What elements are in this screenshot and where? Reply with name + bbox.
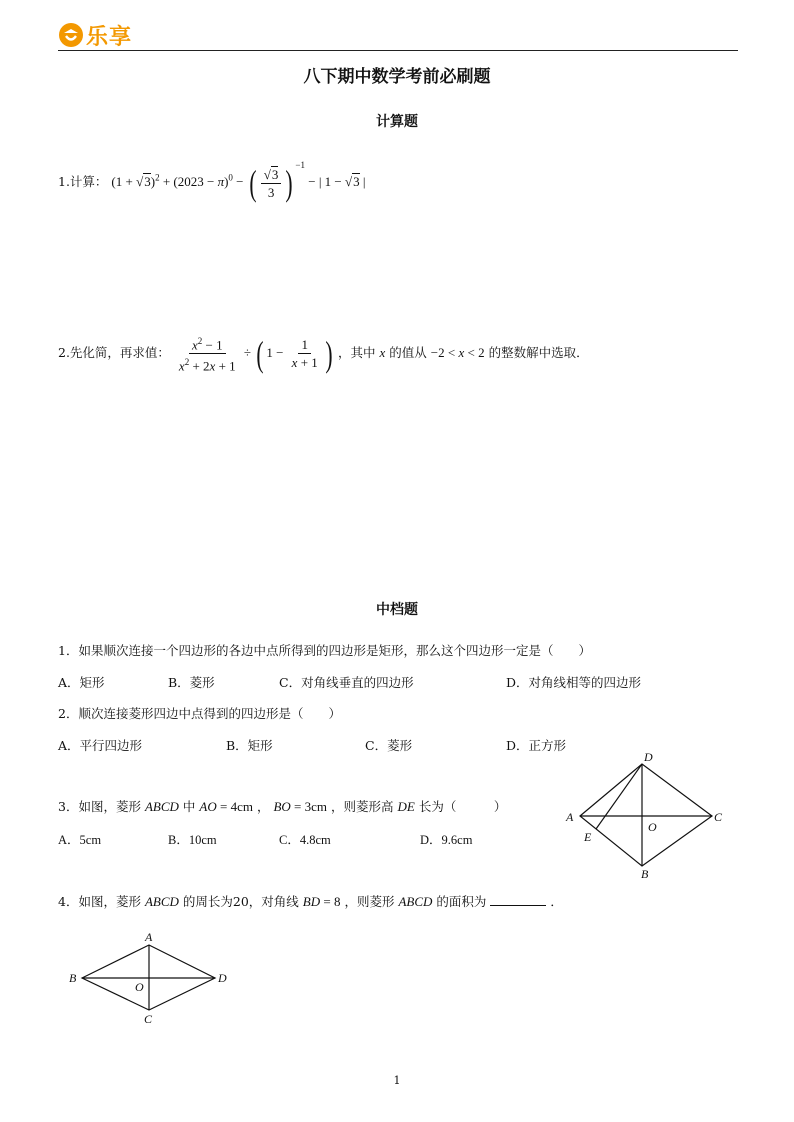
page-number: 1	[393, 1074, 401, 1087]
vertex-label-a: A	[145, 930, 153, 944]
answer-blank	[490, 905, 546, 906]
question-prefix: 2.先化简，再求值：	[58, 344, 170, 360]
mid-question-4: 4．如图，菱形 ABCD 的周长为20，对角线 BD = 8 ，则菱形 ABCD 的面积为 ．	[58, 894, 563, 909]
point-label-o: O	[648, 820, 657, 834]
math-expression: $(1 + √3)^2 + (2023 - \pi)^0$ − ( $\frac{√3}{3}$ ) $^{-1}$ − | 1 − √3 |	[111, 160, 366, 204]
mid-question-3: 3．如图，菱形 ABCD 中 AO = 4cm ， BO = 3cm ，则菱形高 DE 长为（ ）	[58, 799, 507, 814]
section-heading-mid: 中档题	[376, 602, 418, 618]
section-heading-calc: 计算题	[376, 114, 418, 130]
option-d: D．正方形	[506, 738, 567, 753]
vertex-label-d: D	[644, 750, 653, 764]
rhombus-outline	[580, 764, 712, 866]
logo-icon	[58, 22, 84, 48]
option-c: C．4.8cm	[279, 833, 331, 847]
point-label-o: O	[135, 980, 144, 994]
mid-question-1: 1．如果顺次连接一个四边形的各边中点所得到的四边形是矩形，那么这个四边形一定是（ ）	[58, 643, 591, 658]
vertex-label-a: A	[566, 810, 574, 824]
calc-question-2: 2.先化简，再求值： $\frac{x^2 - 1}{x^2 + 2x + 1}$ ÷ ( 1 − $\frac{1}{x + 1}$ ) ，其中 x 的值从 −2 < x < 2 的整数解中选取．	[58, 333, 589, 374]
vertex-label-b: B	[641, 867, 649, 881]
option-a: A．5cm	[58, 833, 102, 847]
option-d: D．对角线相等的四边形	[506, 675, 642, 690]
option-a: A．矩形	[58, 675, 105, 690]
brand-logo	[58, 20, 132, 50]
option-c: C．对角线垂直的四边形	[279, 675, 414, 690]
math-expression: $\frac{x^2 - 1}{x^2 + 2x + 1}$ ÷ ( 1 − $\frac{1}{x + 1}$ )	[178, 333, 333, 374]
vertex-label-c: C	[714, 810, 723, 824]
option-d: D．9.6cm	[420, 833, 473, 847]
calc-question-1	[58, 160, 366, 204]
option-b: B．矩形	[226, 738, 273, 753]
vertex-label-c: C	[144, 1012, 153, 1026]
option-a: A．平行四边形	[58, 738, 143, 753]
option-c: C．菱形	[365, 738, 413, 753]
header-divider	[58, 50, 738, 51]
logo-text: 乐享	[86, 24, 133, 50]
point-label-e: E	[584, 830, 592, 844]
rhombus-figure-q3	[560, 748, 735, 883]
question-prefix: 1.计算：	[58, 174, 108, 189]
mid-question-2: 2．顺次连接菱形四边中点得到的四边形是（ ）	[58, 706, 341, 721]
option-b: B．10cm	[168, 833, 217, 847]
page-title: 八下期中数学考前必刷题	[303, 67, 491, 87]
option-b: B．菱形	[168, 675, 215, 690]
rhombus-figure-q4	[62, 928, 242, 1028]
vertex-label-b: B	[69, 971, 77, 985]
vertex-label-d: D	[218, 971, 227, 985]
